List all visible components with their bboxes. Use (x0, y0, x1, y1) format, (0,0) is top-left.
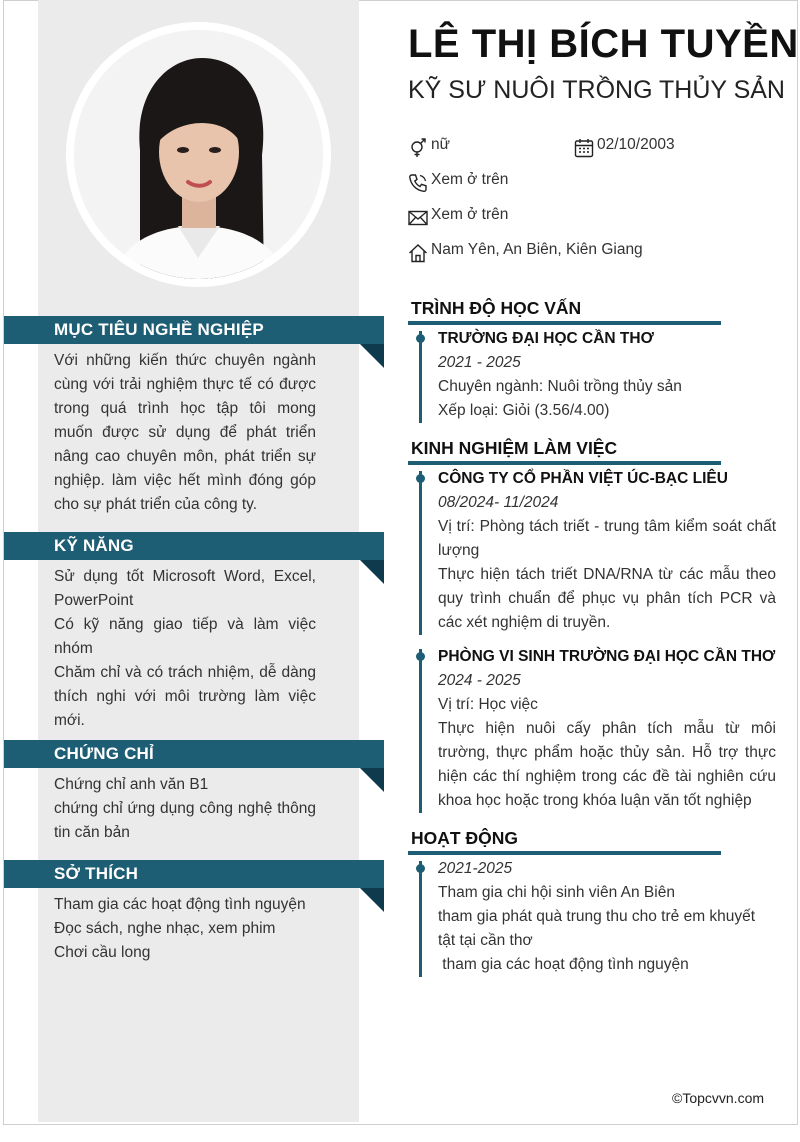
activities-bullet (416, 864, 425, 873)
activity-item: Tham gia chi hội sinh viên An Biên (438, 884, 675, 901)
hobbies-title: SỞ THÍCH (54, 864, 139, 883)
job-period: 08/2024- 11/2024 (438, 494, 559, 511)
education-period: 2021 - 2025 (438, 354, 521, 371)
hobbies-fold (360, 888, 384, 912)
calendar-icon (574, 138, 594, 158)
objective-banner (4, 316, 384, 344)
activity-item: tham gia các hoạt động tình nguyện (438, 956, 689, 973)
phone-value: Xem ở trên (431, 171, 509, 188)
objective-text: Với những kiến thức chuyên ngành cùng với trải nghiệm thực tế có được trong quá trình học tập tôi mong muốn được sử dụng để phát triển nâng cao chuyên môn, phát triển sự nghiệp. làm việc hết mình đóng góp cho sự phát triển của công ty. (54, 352, 316, 513)
home-icon (408, 243, 428, 263)
certificates-list (54, 773, 316, 845)
skill-item: Chăm chỉ và có trách nhiệm, dễ dàng thích nghi với môi trường làm việc mới. (54, 664, 316, 729)
job-position: Vị trí: Phòng tách triết - trung tâm kiểm soát chất lượng (438, 518, 776, 559)
education-timeline (419, 331, 422, 423)
gender-value: nữ (431, 136, 450, 153)
certificates-fold (360, 768, 384, 792)
skills-list (54, 565, 316, 733)
job-position: Vị trí: Học việc (438, 696, 538, 713)
skill-item: Sử dụng tốt Microsoft Word, Excel, PowerPoint (54, 568, 316, 609)
education-title: TRÌNH ĐỘ HỌC VẤN (411, 298, 582, 318)
objective-title: MỤC TIÊU NGHỀ NGHIỆP (54, 320, 264, 339)
activities-period: 2021-2025 (438, 860, 513, 877)
avatar (74, 30, 323, 279)
education-bullet (416, 334, 425, 343)
activities-timeline (419, 861, 422, 977)
hobbies-banner (4, 860, 384, 888)
education-major: Chuyên ngành: Nuôi trồng thủy sản (438, 378, 682, 395)
experience-entry-2 (438, 645, 776, 813)
birthday-value: 02/10/2003 (597, 136, 675, 153)
education-divider (408, 321, 721, 325)
hobbies-list (54, 893, 316, 965)
experience-divider (408, 461, 721, 465)
hobby-item: Tham gia các hoạt động tình nguyện (54, 896, 306, 913)
job-description: Thực hiện nuôi cấy phân tích mẫu từ môi trường, thực phẩm hoặc thủy sản. Hỗ trợ thực hiện các thí nghiệm trong các đề tài nghiên cứu khoa học hoặc trong khóa luận văn tốt nghiệp (438, 720, 776, 809)
envelope-icon (408, 208, 428, 228)
company-name: CÔNG TY CỔ PHẦN VIỆT ÚC-BẠC LIÊU (438, 470, 728, 487)
job-title: KỸ SƯ NUÔI TRỒNG THỦY SẢN (408, 76, 785, 104)
activities-divider (408, 851, 721, 855)
company-name: PHÒNG VI SINH TRƯỜNG ĐẠI HỌC CẦN THƠ (438, 648, 776, 665)
gender-icon (408, 138, 428, 158)
certificate-item: chứng chỉ ứng dụng công nghệ thông tin căn bản (54, 800, 316, 841)
skills-fold (360, 560, 384, 584)
certificate-item: Chứng chỉ anh văn B1 (54, 776, 209, 793)
experience-bullet-1 (416, 474, 425, 483)
certificates-banner (4, 740, 384, 768)
education-grade: Xếp loại: Giỏi (3.56/4.00) (438, 402, 610, 419)
skills-banner (4, 532, 384, 560)
skills-title: KỸ NĂNG (54, 536, 134, 555)
skill-item: Có kỹ năng giao tiếp và làm việc nhóm (54, 616, 316, 657)
footer-credit: ©Topcvvn.com (672, 1090, 765, 1106)
experience-bullet-2 (416, 652, 425, 661)
education-entry (438, 327, 776, 423)
avatar-frame (66, 22, 331, 287)
job-description: Thực hiện tách triết DNA/RNA từ các mẫu theo quy trình chuẩn để phục vụ phân tích PCR và các xét nghiệm di truyền. (438, 566, 776, 631)
activities-title: HOẠT ĐỘNG (411, 828, 518, 848)
objective-fold (360, 344, 384, 368)
experience-entry-1 (438, 467, 776, 635)
experience-title: KINH NGHIỆM LÀM VIỆC (411, 438, 618, 458)
experience-timeline-1 (419, 471, 422, 635)
phone-icon (408, 173, 428, 193)
activity-item: tham gia phát quà trung thu cho trẻ em khuyết tật tại cần thơ (438, 908, 756, 949)
email-value: Xem ở trên (431, 206, 509, 223)
school-name: TRƯỜNG ĐẠI HỌC CẦN THƠ (438, 330, 654, 347)
hobby-item: Chơi cầu long (54, 944, 151, 961)
activities-entry (438, 857, 776, 977)
job-period: 2024 - 2025 (438, 672, 521, 689)
experience-timeline-2 (419, 649, 422, 813)
candidate-name: LÊ THỊ BÍCH TUYỀN (408, 22, 799, 66)
address-value: Nam Yên, An Biên, Kiên Giang (431, 241, 643, 258)
certificates-title: CHỨNG CHỈ (54, 744, 154, 763)
hobby-item: Đọc sách, nghe nhạc, xem phim (54, 920, 276, 937)
